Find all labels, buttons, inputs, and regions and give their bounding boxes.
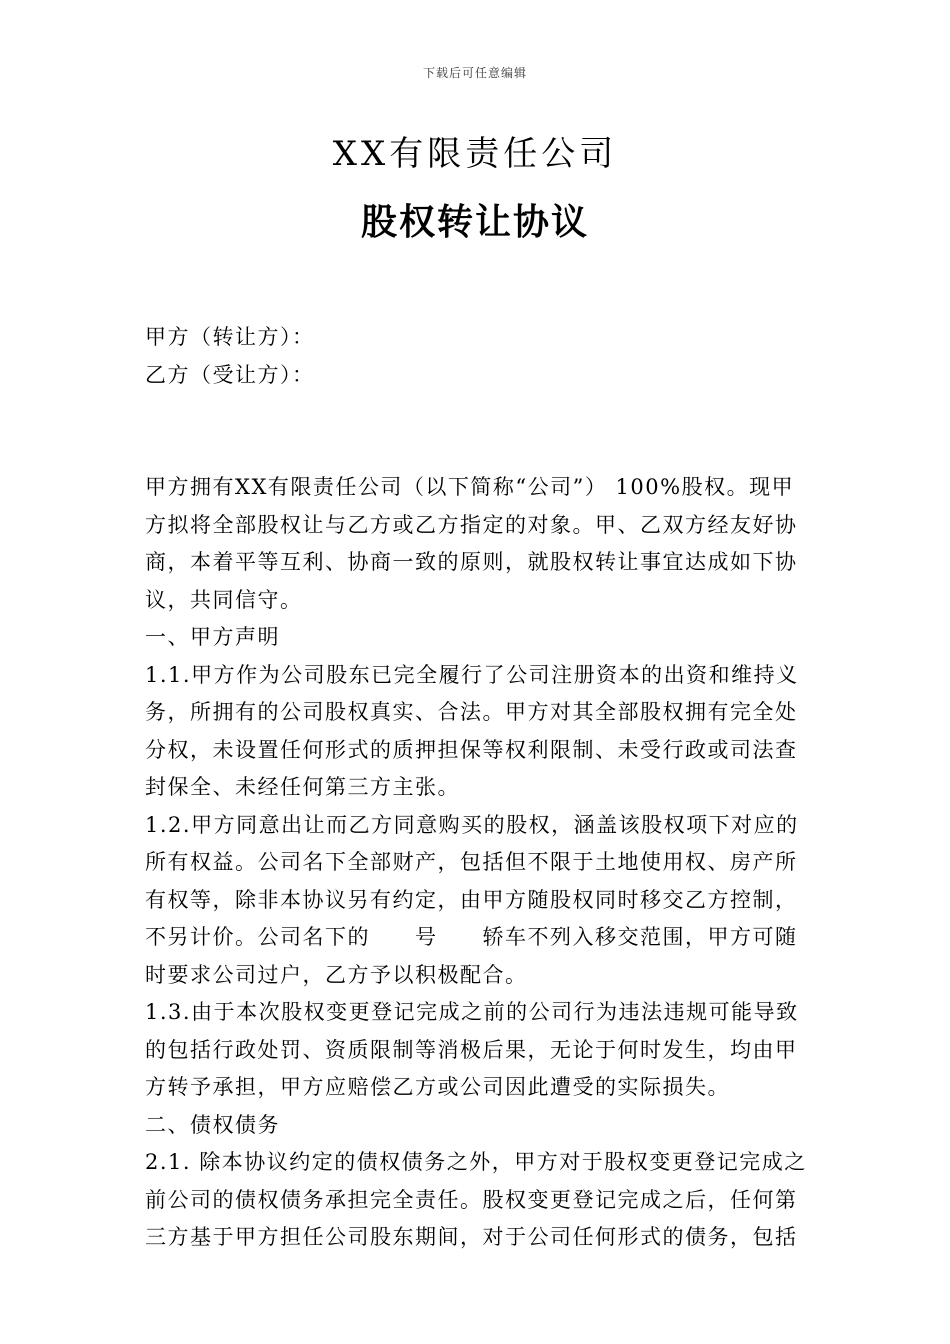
intro-line: 议，共同信守。 bbox=[145, 587, 303, 612]
clause-1-1-line: 1.1.甲方作为公司股东已完全履行了公司注册资本的出资和维持义 bbox=[145, 662, 799, 687]
paragraph-gap bbox=[145, 432, 805, 470]
paragraph-gap bbox=[145, 394, 805, 432]
intro-line: 方拟将全部股权让与乙方或乙方指定的对象。甲、乙双方经友好协 bbox=[145, 512, 798, 537]
section-heading-1: 一、甲方声明 bbox=[145, 625, 280, 649]
clause-1-2-line: 有权等，除非本协议另有约定，由甲方随股权同时移交乙方控制， bbox=[145, 887, 798, 912]
clause-1-3-line: 1.3.由于本次股权变更登记完成之前的公司行为违法违规可能导致 bbox=[145, 1000, 799, 1024]
clause-1-2-line: 时要求公司过户，乙方予以积极配合。 bbox=[145, 962, 528, 987]
clause-1-2-line: 1.2.甲方同意出让而乙方同意购买的股权，涵盖该股权项下对应的 bbox=[145, 812, 799, 837]
document-title: 股权转让协议 bbox=[360, 202, 589, 243]
header-note: 下载后可任意编辑 bbox=[422, 66, 527, 80]
clause-2-1-line: 2.1. 除本协议约定的债权债务之外，甲方对于股权变更登记完成之 bbox=[145, 1150, 807, 1174]
intro-line: 甲方拥有XX有限责任公司（以下简称“公司”） 100%股权。现甲 bbox=[145, 475, 795, 499]
clause-1-2-line: 所有权益。公司名下全部财产，包括但不限于土地使用权、房产所 bbox=[145, 850, 798, 874]
section-heading-2: 二、债权债务 bbox=[145, 1112, 280, 1137]
clause-1-3-line: 方转予承担，甲方应赔偿乙方或公司因此遭受的实际损失。 bbox=[145, 1075, 730, 1099]
clause-1-1-line: 务，所拥有的公司股权真实、合法。甲方对其全部股权拥有完全处 bbox=[145, 700, 798, 724]
intro-line: 商，本着平等互利、协商一致的原则，就股权转让事宜达成如下协 bbox=[145, 550, 798, 574]
clause-1-1-line: 分权，未设置任何形式的质押担保等权利限制、未受行政或司法查 bbox=[145, 737, 798, 762]
party-b-line: 乙方（受让方）： bbox=[145, 362, 315, 387]
party-a-line: 甲方（转让方）： bbox=[145, 325, 315, 349]
clause-1-2-line: 不另计价。公司名下的 号 轿车不列入移交范围，甲方可随 bbox=[145, 925, 798, 949]
company-title: XX有限责任公司 bbox=[332, 134, 618, 174]
clause-1-1-line: 封保全、未经任何第三方主张。 bbox=[145, 775, 460, 799]
document-body bbox=[145, 319, 805, 1257]
clause-2-1-line: 前公司的债权债务承担完全责任。股权变更登记完成之后，任何第 bbox=[145, 1187, 798, 1212]
clause-2-1-line: 三方基于甲方担任公司股东期间，对于公司任何形式的债务，包括 bbox=[145, 1225, 798, 1249]
clause-1-3-line: 的包括行政处罚、资质限制等消极后果，无论于何时发生，均由甲 bbox=[145, 1037, 798, 1062]
